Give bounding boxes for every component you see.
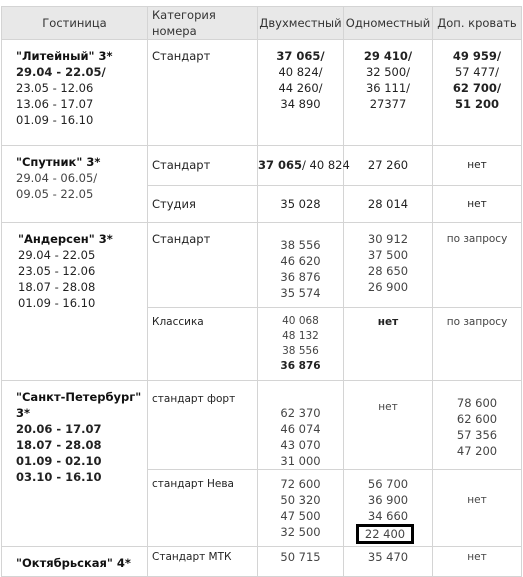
hotel-cell-andersen	[2, 223, 148, 381]
price-single: нет	[344, 381, 433, 470]
table-row	[2, 40, 522, 146]
room-category: стандарт Нева	[148, 470, 258, 547]
date-range: 18.07 - 28.08	[16, 438, 102, 452]
hotel-name: "Октябрьская" 4*	[16, 556, 131, 570]
hotel-cell-oktyabrskaya	[2, 547, 148, 577]
hotel-name: "Андерсен" 3*	[18, 232, 113, 246]
date-range: 29.04 - 22.05	[18, 248, 96, 262]
date-range: 13.06 - 17.07	[16, 97, 94, 111]
date-range: 29.04 - 06.05/	[16, 171, 98, 185]
date-range: 01.09 - 16.10	[16, 113, 94, 127]
table-row	[2, 223, 522, 308]
header-double: Двухместный	[258, 7, 344, 40]
hotel-price-table	[1, 6, 522, 577]
header-hotel: Гостиница	[2, 7, 148, 40]
room-category: Стандарт	[148, 223, 258, 308]
room-category: стандарт форт	[148, 381, 258, 470]
date-range: 23.05 - 12.06	[18, 264, 96, 278]
table-row	[2, 146, 522, 186]
room-category: Классика	[148, 308, 258, 381]
price-double: 37 065/ 40 824/ 44 260/ 34 890	[258, 40, 344, 146]
date-range: 20.06 - 17.07	[16, 422, 102, 436]
price-double: 37 065/ 40 824	[258, 146, 344, 186]
hotel-name: "Санкт-Петербург" 3*	[16, 390, 142, 420]
price-single: нет	[344, 308, 433, 381]
price-double: 38 556 46 620 36 876 35 574	[258, 223, 344, 308]
price-extra-bed: по запросу	[433, 223, 522, 308]
room-category: Студия	[148, 186, 258, 223]
header-category: Категория номера	[148, 7, 258, 40]
hotel-name: "Спутник" 3*	[16, 155, 101, 169]
date-range: 01.09 - 02.10	[16, 454, 102, 468]
hotel-cell-spb	[2, 381, 148, 547]
date-range: 23.05 - 12.06	[16, 81, 94, 95]
price-extra-bed: по запросу	[433, 308, 522, 381]
price-double: 72 600 50 320 47 500 32 500	[258, 470, 344, 547]
date-range: 18.07 - 28.08	[18, 280, 96, 294]
price-double: 50 715	[258, 547, 344, 577]
price-single: 29 410/ 32 500/ 36 111/ 27377	[344, 40, 433, 146]
price-double: 62 370 46 074 43 070 31 000	[258, 381, 344, 470]
price-extra-bed: 78 600 62 600 57 356 47 200	[433, 381, 522, 470]
room-category: Стандарт МТК	[148, 547, 258, 577]
header-extra-bed: Доп. кровать	[433, 7, 522, 40]
hotel-cell-sputnik	[2, 146, 148, 223]
price-single: 28 014	[344, 186, 433, 223]
price-extra-bed: 49 959/ 57 477/ 62 700/ 51 200	[433, 40, 522, 146]
table-row	[2, 547, 522, 577]
price-single: 27 260	[344, 146, 433, 186]
price-double: 40 068 48 132 38 556 36 876	[258, 308, 344, 381]
price-extra-bed: нет	[433, 186, 522, 223]
table-row	[2, 381, 522, 470]
room-category: Стандарт	[148, 40, 258, 146]
room-category: Стандарт	[148, 146, 258, 186]
header-row	[2, 7, 522, 40]
hotel-name: "Литейный" 3*	[16, 49, 113, 63]
hotel-cell-liteyny	[2, 40, 148, 146]
date-range: 09.05 - 22.05	[16, 187, 94, 201]
date-range: 03.10 - 16.10	[16, 470, 102, 484]
price-single: 35 470	[344, 547, 433, 577]
price-single: 30 912 37 500 28 650 26 900	[344, 223, 433, 308]
price-extra-bed: нет	[433, 146, 522, 186]
highlighted-price: 22 400	[356, 524, 414, 544]
date-range: 01.09 - 16.10	[18, 296, 96, 310]
price-extra-bed: нет	[433, 547, 522, 577]
price-extra-bed: нет	[433, 470, 522, 547]
header-single: Одноместный	[344, 7, 433, 40]
date-range: 29.04 - 22.05/	[16, 65, 106, 79]
price-single: 56 700 36 900 34 660 22 400	[344, 470, 433, 547]
price-double: 35 028	[258, 186, 344, 223]
